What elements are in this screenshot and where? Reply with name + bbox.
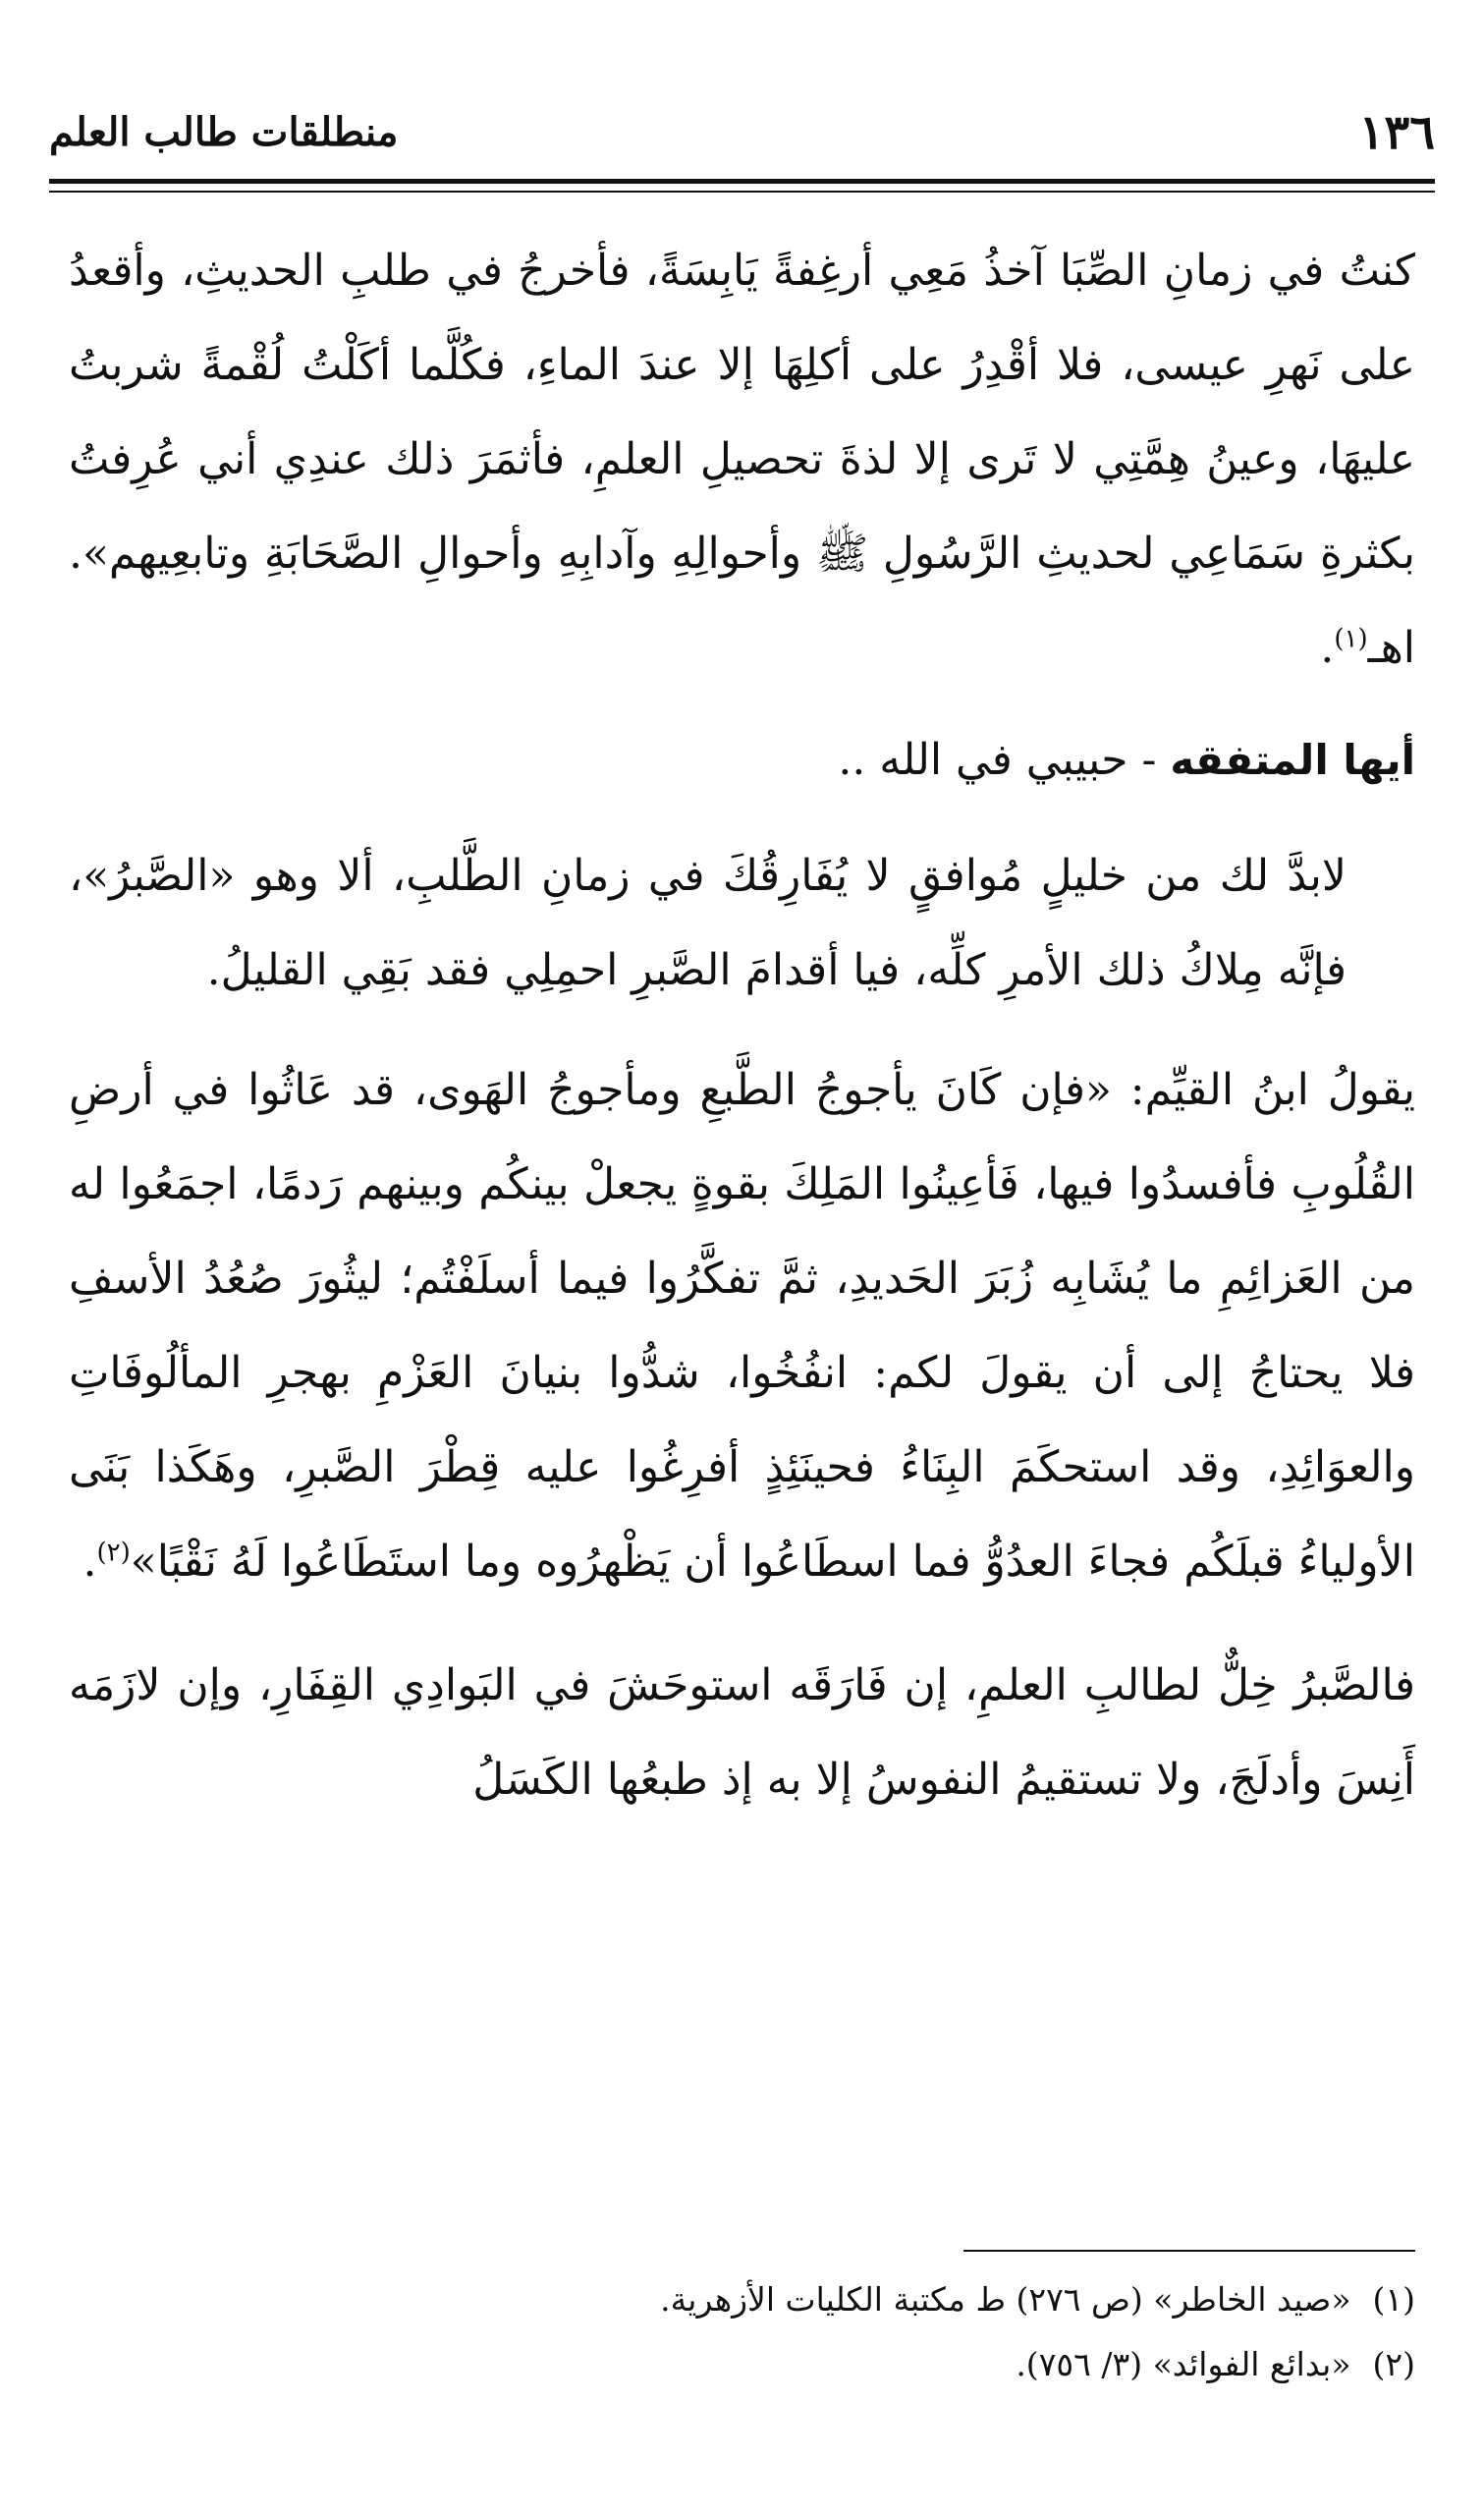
footnote-ref-2: (٢) xyxy=(96,1538,131,1568)
footnote-text: «صيد الخاطر» (ص ٢٧٦) ط مكتبة الكليات الأزهرية. xyxy=(660,2280,1351,2319)
paragraph-text: كنتُ في زمانِ الصِّبَا آخذُ مَعِي أرغِفةً يَابِسَةً، فأخرجُ في طلبِ الحديثِ، وأقعدُ على نَهرِ عيسى، فلا أقْدِرُ على أكلِهَا إلا عندَ الماءِ، فكُلَّما أكَلْتُ لُقْمةً شربتُ عليهَا، وعينُ هِمَّتِي لا تَرى إلا لذةَ تحصيلِ العلمِ، فأثمَرَ ذلك عندِي أني عُرِفتُ بكثرةِ سَمَاعِي لحديثِ الرَّسُولِ ﷺ وأحوالِهِ وآدابِهِ وأحوالِ الصَّحَابَةِ وتابعِيهم». اهـ xyxy=(69,246,1415,673)
footnote-2 xyxy=(69,2332,1415,2397)
heading-rest: - حبيبي في الله .. xyxy=(838,735,1171,785)
body-text xyxy=(69,224,1415,1827)
paragraph-end: . xyxy=(82,1537,97,1587)
footnote-text: «بدائع الفوائد» (٣/ ٧٥٦). xyxy=(1016,2345,1351,2383)
footnote-number: (١) xyxy=(1372,2280,1415,2319)
footnote-rule xyxy=(963,2250,1415,2252)
paragraph-ibn-qayyim xyxy=(69,1043,1415,1609)
paragraph-end: . xyxy=(1320,623,1335,673)
paragraph-patience: لابدَّ لك من خليلٍ مُوافقٍ لا يُفَارِقُكَ في زمانِ الطَّلبِ، ألا وهو «الصَّبرُ»، فإنَّه مِلاكُ ذلك الأمرِ كلِّه، فيا أقدامَ الصَّبرِ احمِلِي فقد بَقِي القليلُ. xyxy=(69,851,1347,995)
running-title: منطلقات طالب العلم xyxy=(49,109,399,155)
paragraph-quote-continuation xyxy=(69,224,1415,696)
footnotes xyxy=(69,2267,1415,2397)
page-number: ١٣٦ xyxy=(1358,105,1435,160)
footnote-1 xyxy=(69,2267,1415,2332)
page-header xyxy=(49,93,1435,172)
header-rule-thick xyxy=(49,179,1435,184)
footnote-number: (٢) xyxy=(1372,2345,1415,2383)
header-rule-thin xyxy=(49,191,1435,193)
section-heading xyxy=(69,713,1415,808)
paragraph-text: يقولُ ابنُ القيِّم: «فإن كَانَ يأجوجُ الطَّبعِ ومأجوجُ الهَوى، قد عَاثُوا في أرضِ القُلُوبِ فأفسدُوا فيها، فَأعِينُوا المَلِكَ بقوةٍ يجعلْ بينكُم وبينهم رَدمًا، اجمَعُوا له من العَزائِمِ ما يُشَابِه زُبَرَ الحَديدِ، ثمَّ تفكَّرُوا فيما أسلَفْتُم؛ ليثُورَ صُعُدُ الأسفِ فلا يحتاجُ إلى أن يقولَ لكم: انفُخُوا، شدُّوا بنيانَ العَزْمِ بهجرِ المألُوفَاتِ والعوَائِدِ، وقد استحكَمَ البِنَاءُ فحينَئِذٍ أفرِغُوا عليه قِطْرَ الصَّبرِ، وهَكَذا بَنَى الأولياءُ قبلَكُم فجاءَ العدُوُّ فما اسطَاعُوا أن يَظْهرُوه وما استَطَاعُوا لَهُ نَقْبًا» xyxy=(69,1065,1415,1587)
heading-strong: أيها المتفقه xyxy=(1170,736,1415,784)
footnote-ref-1: (١) xyxy=(1334,624,1368,654)
paragraph-conclusion: فالصَّبرُ خِلٌّ لطالبِ العلمِ، إن فَارَقَه استوحَشَ في البَوادِي القِفَارِ، وإن لازَمَه أَنِسَ وأدلَجَ، ولا تستقيمُ النفوسُ إلا به إذ طبعُها الكَسَلُ xyxy=(69,1660,1415,1805)
